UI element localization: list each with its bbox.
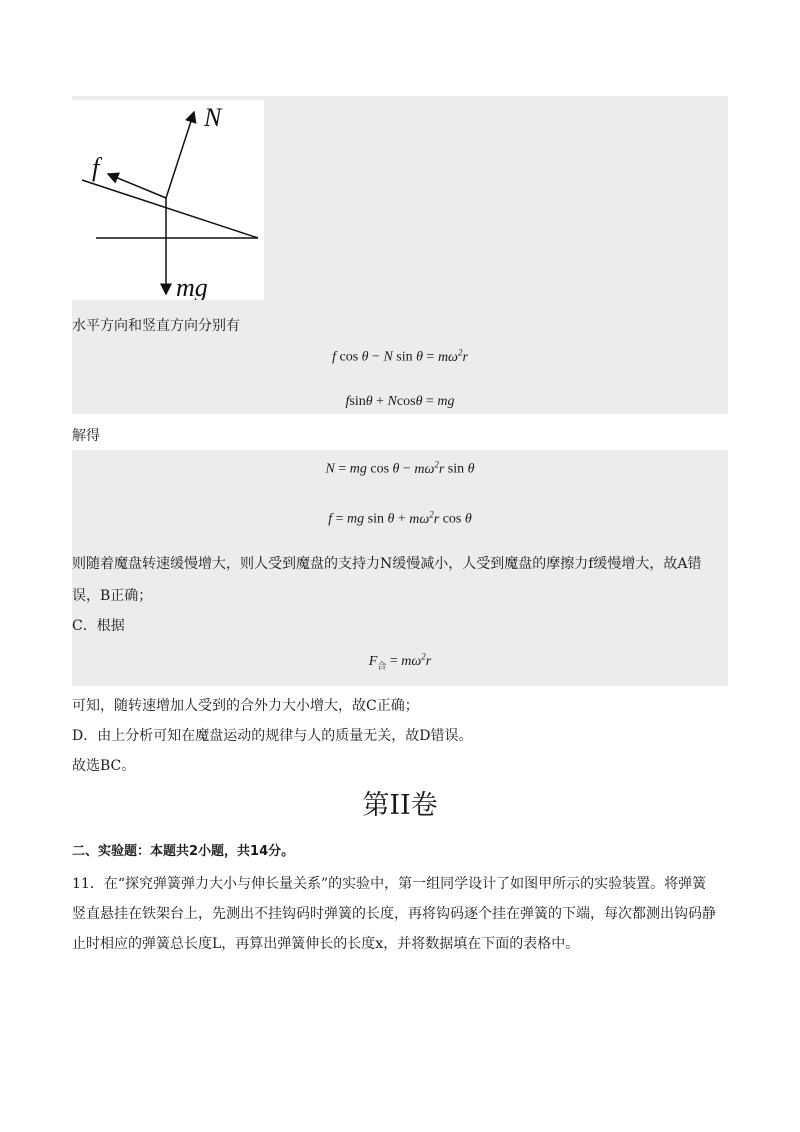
- text-conclusion-c: 可知，随转速增加人受到的合外力大小增大，故C正确；: [72, 698, 419, 714]
- text-solve: 解得: [72, 428, 100, 444]
- label-f: f: [92, 153, 100, 182]
- force-diagram: [72, 100, 264, 300]
- text-option-c: C．根据: [72, 618, 125, 634]
- label-mg: mg: [176, 273, 208, 300]
- question-11-line3: 止时相应的弹簧总长度L，再算出弹簧伸长的长度x，并将数据填在下面的表格中。: [72, 936, 580, 952]
- friction-force-arrow: [108, 174, 166, 198]
- equation-1: f cos θ − N $\sin \theta = m\omega^2r$: [332, 347, 468, 365]
- equation-2: fsinθ + Ncosθ = mg: [345, 394, 455, 409]
- force-diagram-svg: [72, 100, 264, 300]
- text-analysis-line1: 则随着魔盘转速缓慢增大，则人受到魔盘的支持力N缓慢减小，人受到魔盘的摩擦力f缓慢增大，故A错: [72, 556, 702, 572]
- question-11-line1: 11．在“探究弹簧弹力大小与伸长量关系”的实验中，第一组同学设计了如图甲所示的实验装置。将弹簧: [72, 876, 707, 892]
- normal-force-arrow: [166, 112, 194, 198]
- label-N: N: [204, 103, 222, 132]
- part-heading: 二、实验题：本题共2小题，共14分。: [72, 844, 295, 859]
- text-answer: 故选BC。: [72, 758, 136, 774]
- incline-line: [82, 180, 258, 238]
- equation-5: $F_合 = m\omega^2r$: [368, 651, 432, 671]
- section-title: 第II卷: [362, 790, 438, 821]
- equation-3: N = mg $\cos \theta - m\omega^2r$ sin θ: [325, 459, 475, 477]
- text-analysis-line2: 误，B正确；: [72, 588, 153, 604]
- text-horizontal-vertical: 水平方向和竖直方向分别有: [72, 318, 240, 334]
- question-11-line2: 竖直悬挂在铁架台上，先测出不挂钩码时弹簧的长度，再将钩码逐个挂在弹簧的下端，每次都测出钩码静: [72, 906, 716, 922]
- equation-4: f = mg $\sin \theta + m\omega^2r$ cos θ: [328, 509, 472, 527]
- text-option-d: D．由上分析可知在魔盘运动的规律与人的质量无关，故D错误。: [72, 728, 473, 744]
